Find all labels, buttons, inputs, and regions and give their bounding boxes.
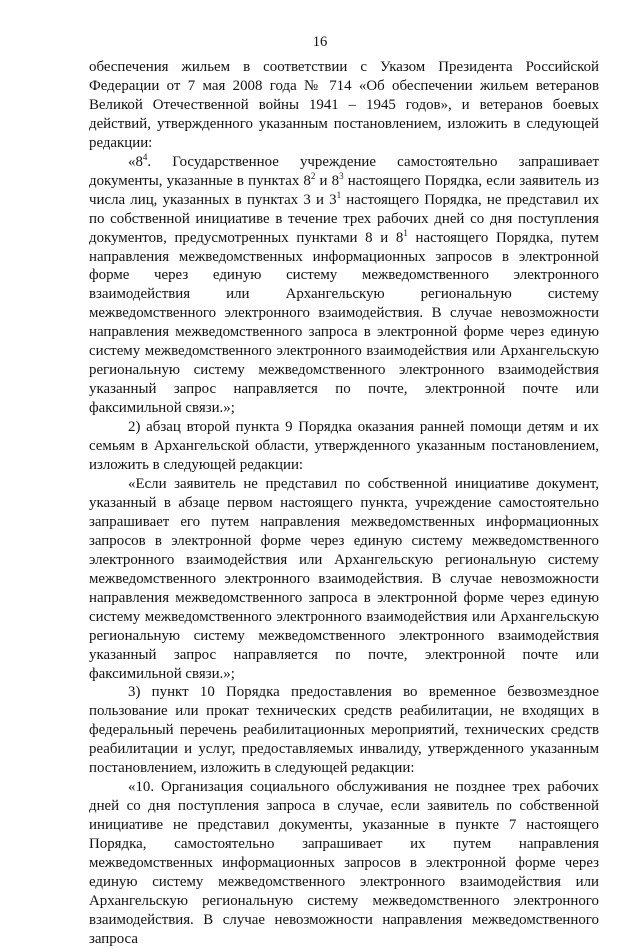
superscript-index: 4 — [142, 151, 148, 162]
text-run: «Если заявитель не представил по собственной инициативе документ, указанный в абзаце первом настоящего пункта, учреждение самостоятельно запрашивает его путем направления межведомственных информационных запросов в электронной форме через единую систему межведомственного электронного взаимодействия или Архангельскую региональную систему межведомственного электронного взаимодействия. В случае невозможности направления межведомственного запроса в электронной форме через единую систему межведомственного электронного взаимодействия или Архангельскую региональную систему межведомственного электронного взаимодействия указанный запрос направляется по почте, электронной почте или факсимильной связи.»; — [89, 475, 599, 682]
text-run: и 8 — [315, 172, 340, 189]
text-run: 3) пункт 10 Порядка предоставления во временное безвозмездное пользование или прокат технических средств реабилитации, не входящих в федеральный перечень реабилитационных мероприятий, технических средств реабилитации и услуг, предоставляемых инвалиду, утвержденного указанным постановлением, изложить в следующей редакции: — [89, 684, 599, 777]
paragraph — [89, 475, 599, 683]
superscript-index: 1 — [403, 227, 408, 238]
text-run: . Государственное учреждение самостоятельно запрашивает документы, указанные в пунктах 8 — [89, 153, 599, 189]
text-run: настоящего Порядка, не представил их по собственной инициативе в течение трех рабочих дней со дня поступления документов, предусмотренных пунктами 8 и 8 — [89, 191, 599, 246]
text-run: настоящего Порядка, если заявитель из числа лиц, указанных в пунктах 3 и 3 — [89, 172, 599, 208]
superscript-index: 2 — [310, 170, 316, 181]
paragraph — [89, 778, 599, 949]
text-run: «8 — [128, 153, 143, 170]
text-run: обеспечения жильем в соответствии с Указом Президента Российской Федерации от 7 мая 2008 года № 714 «Об обеспечении жильем ветеранов Великой Отечественной войны 1941 – 1945 годов», и ветеранов боевых действий, утвержденного указанным постановлением, изложить в следующей редакции: — [89, 59, 599, 151]
text-run: настоящего Порядка, путем направления межведомственных информационных запросов в электронной форме через единую систему межведомственного электронного взаимодействия или Архангельскую региональную систему межведомственного электронного взаимодействия. В случае невозможности направления межведомственного запроса в электронной форме через единую систему межведомственного электронного взаимодействия или Архангельскую региональную систему межведомственного электронного взаимодействия указанный запрос направляется по почте, электронной почте или факсимильной связи.»; — [89, 229, 599, 417]
paragraph — [89, 153, 599, 418]
superscript-index: 1 — [336, 189, 342, 200]
document-body — [89, 58, 599, 949]
page-number: 16 — [312, 34, 328, 50]
text-run: 2) абзац второй пункта 9 Порядка оказания ранней помощи детям и их семьям в Архангельской области, утвержденного указанным постановлением, изложить в следующей редакции: — [89, 419, 599, 474]
paragraph — [89, 418, 599, 475]
paragraph — [89, 683, 599, 778]
text-run: «10. Организация социального обслуживания не позднее трех рабочих дней со дня поступления запроса в случае, если заявитель по собственной инициативе не представил документы, указанные в пункте 7 настоящего Порядка, самостоятельно запрашивает их путем направления межведомственных информационных запросов в электронной форме через единую систему межведомственного электронного взаимодействия или Архангельскую региональную систему межведомственного электронного взаимодействия. В случае невозможности направления межведомственного запроса — [89, 779, 599, 947]
paragraph — [89, 58, 599, 153]
superscript-index: 3 — [339, 170, 344, 181]
